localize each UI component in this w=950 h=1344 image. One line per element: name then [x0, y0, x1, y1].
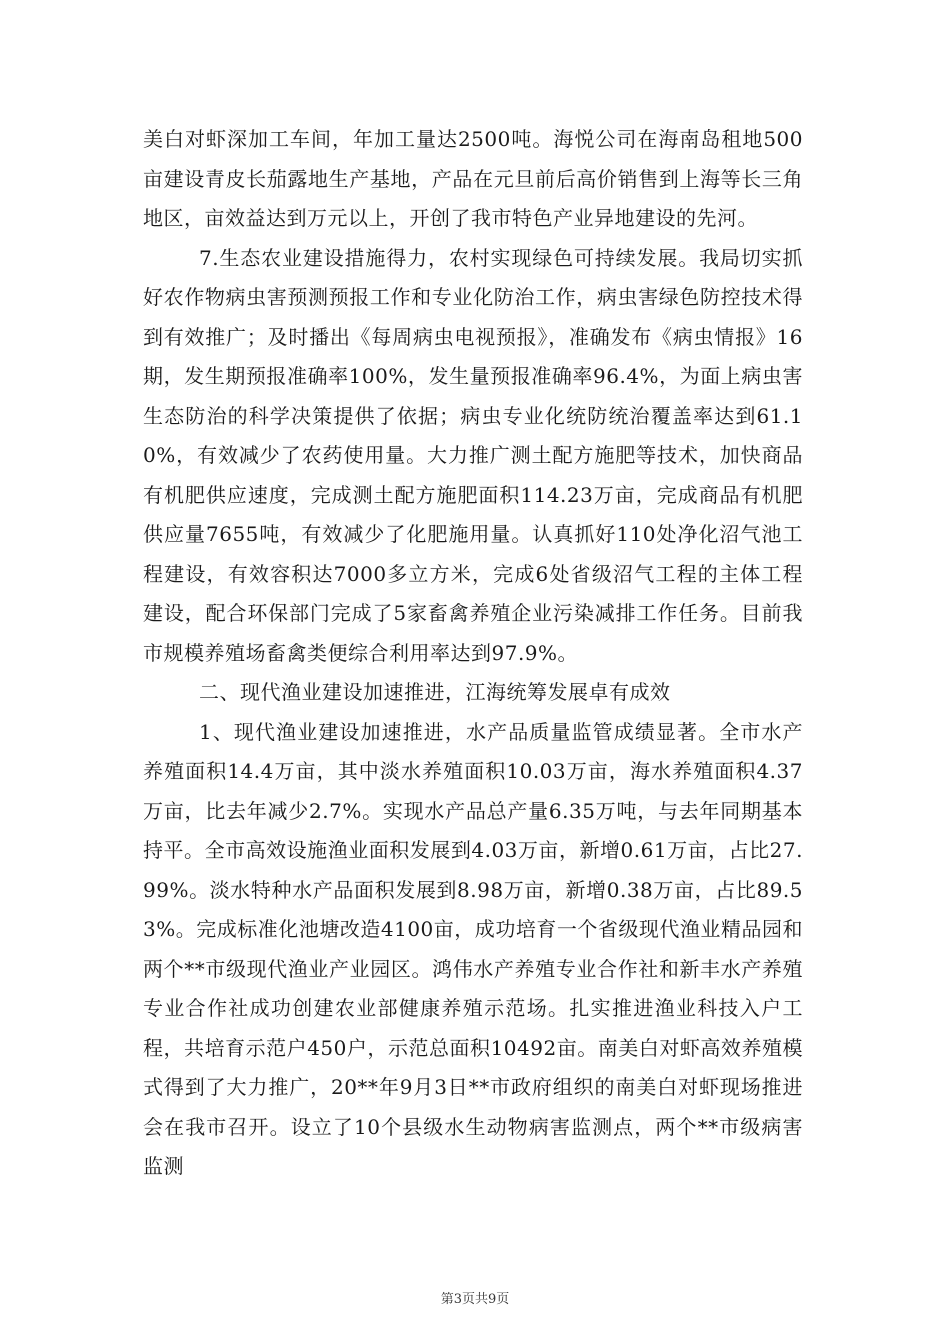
paragraph-ecological-agriculture: 7.生态农业建设措施得力，农村实现绿色可持续发展。我局切实抓好农作物病虫害预测预报工作和专业化防治工作，病虫害绿色防控技术得到有效推广；及时播出《每周病虫电视预报》，准确发布《病虫情报》16期，发生期预报准确率100%，发生量预报准确率96.4%，为面上病虫害生态防治的科学决策提供了依据；病虫专业化统防统治覆盖率达到61.10%，有效减少了农药使用量。大力推广测土配方施肥等技术，加快商品有机肥供应速度，完成测土配方施肥面积114.23万亩，完成商品有机肥供应量7655吨，有效减少了化肥施用量。认真抓好110处净化沼气池工程建设，有效容积达7000多立方米，完成6处省级沼气工程的主体工程建设，配合环保部门完成了5家畜禽养殖企业污染减排工作任务。目前我市规模养殖场畜禽类便综合利用率达到97.9%。	[143, 245, 803, 665]
document-body	[143, 120, 803, 1187]
paragraph-modern-fishery: 1、现代渔业建设加速推进，水产品质量监管成绩显著。全市水产养殖面积14.4万亩，其中淡水养殖面积10.03万亩，海水养殖面积4.37万亩，比去年减少2.7%。实现水产品总产量6.35万吨，与去年同期基本持平。全市高效设施渔业面积发展到4.03万亩，新增0.61万亩，占比27.99%。淡水特种水产品面积发展到8.98万亩，新增0.38万亩，占比89.53%。完成标准化池塘改造4100亩，成功培育一个省级现代渔业精品园和两个**市级现代渔业产业园区。鸿伟水产养殖专业合作社和新丰水产养殖专业合作社成功创建农业部健康养殖示范场。扎实推进渔业科技入户工程，共培育示范户450户，示范总面积10492亩。南美白对虾高效养殖模式得到了大力推广，20**年9月3日**市政府组织的南美白对虾现场推进会在我市召开。设立了10个县级水生动物病害监测点，两个**市级病害监测	[143, 719, 803, 1178]
section-heading-fishery: 二、现代渔业建设加速推进，江海统筹发展卓有成效	[199, 680, 671, 704]
paragraph-continuation: 美白对虾深加工车间，年加工量达2500吨。海悦公司在海南岛租地500亩建设青皮长茄露地生产基地，产品在元旦前后高价销售到上海等长三角地区，亩效益达到万元以上，开创了我市特色产业异地建设的先河。	[143, 127, 803, 230]
page-number: 第3页共9页	[440, 1292, 510, 1307]
page-footer	[0, 1288, 950, 1307]
